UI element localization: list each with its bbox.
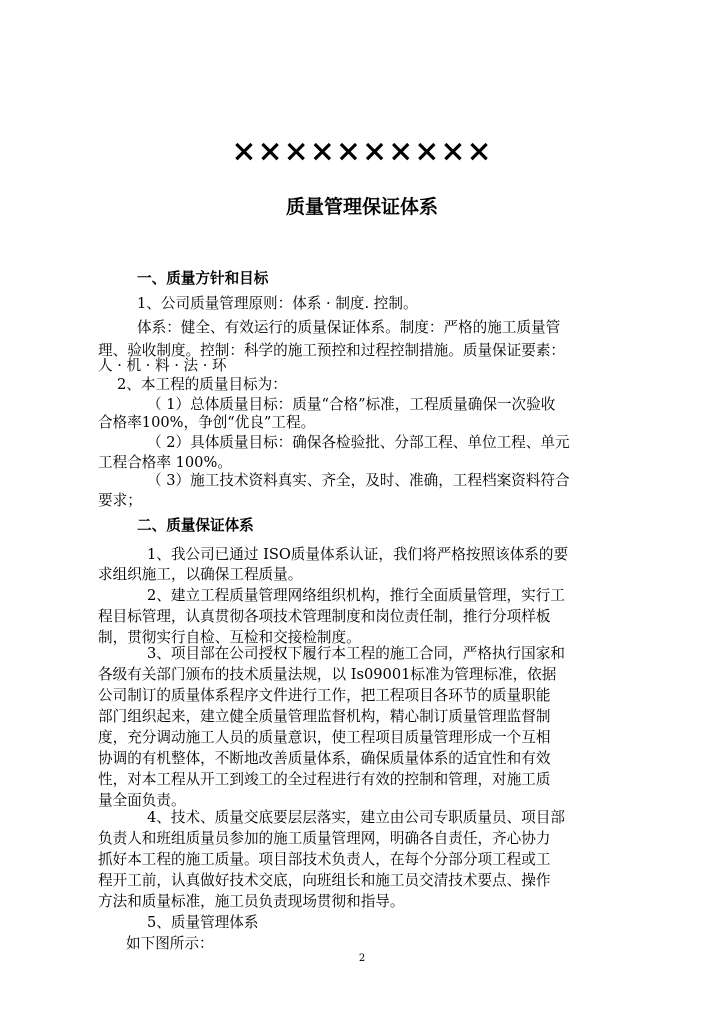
paragraph-line: 度，充分调动施工人员的质量意识，使工程项目质量管理形成一个互相 bbox=[98, 729, 551, 746]
paragraph-line: 程目标管理，认真贯彻各项技术管理制度和岗位责任制，推行分项样板 bbox=[98, 608, 551, 625]
paragraph-line: 工程合格率 100%。 bbox=[98, 454, 232, 471]
paragraph-line: 制，贯彻实行自检、互检和交接检制度。 bbox=[98, 629, 361, 646]
paragraph-line: 合格率100%，争创“优良”工程。 bbox=[98, 414, 316, 431]
paragraph-line: 求组织施工，以确保工程质量。 bbox=[98, 566, 303, 583]
paragraph-line: 抓好本工程的施工质量。项目部技术负责人，在每个分部分项工程或工 bbox=[98, 851, 551, 868]
paragraph-line: （ 3）施工技术资料真实、齐全，及时、准确，工程档案资料符合 bbox=[147, 472, 570, 489]
paragraph-line: 4、技术、质量交底要层层落实，建立由公司专职质量员、项目部 bbox=[147, 809, 565, 826]
paragraph-line: （ 2）具体质量目标：确保各检验批、分部工程、单位工程、单元 bbox=[147, 434, 570, 451]
paragraph-line: 公司制订的质量体系程序文件进行工作，把工程项目各环节的质量职能 bbox=[98, 687, 551, 704]
paragraph-line: 理、验收制度。控制：科学的施工预控和过程控制措施。质量保证要素： bbox=[98, 342, 566, 359]
paragraph-line: 3、项目部在公司授权下履行本工程的施工合同，严格执行国家和 bbox=[147, 645, 565, 662]
paragraph-line: 1、我公司已通过 ISO质量体系认证，我们将严格按照该体系的要 bbox=[147, 546, 569, 563]
paragraph-line: 要求； bbox=[98, 492, 142, 509]
paragraph-line: 各级有关部门颁布的技术质量法规，以 Is09001标准为管理标准，依据 bbox=[98, 666, 557, 683]
paragraph-line: 负责人和班组质量员参加的施工质量管理网，明确各自责任，齐心协力 bbox=[98, 830, 551, 847]
paragraph-line: 人 · 机 · 料 · 法 · 环 bbox=[98, 357, 227, 374]
document-subtitle: 质量管理保证体系 bbox=[285, 196, 438, 218]
paragraph-line: 2、本工程的质量目标为： bbox=[117, 376, 287, 393]
paragraph-line: （ 1）总体质量目标：质量“合格”标准，工程质量确保一次验收 bbox=[147, 396, 556, 413]
paragraph-line: 协调的有机整体，不断地改善质量体系，确保质量体系的适宜性和有效 bbox=[98, 750, 551, 767]
paragraph-line: 体系：健全、有效运行的质量保证体系。制度：严格的施工质量管 bbox=[137, 319, 561, 336]
paragraph-line: 部门组织起来，建立健全质量管理监督机构，精心制订质量管理监督制 bbox=[98, 708, 551, 725]
paragraph-line: 性，对本工程从开工到竣工的全过程进行有效的控制和管理，对施工质 bbox=[98, 771, 551, 788]
paragraph-line: 程开工前，认真做好技术交底，向班组长和施工员交清技术要点、操作 bbox=[98, 872, 551, 889]
paragraph-line: 1、公司质量管理原则：体系 · 制度. 控制。 bbox=[137, 295, 418, 312]
section2-heading: 二、质量保证体系 bbox=[137, 517, 254, 534]
paragraph-line: 量全面负责。 bbox=[98, 792, 186, 809]
paragraph-line: 2、建立工程质量管理网络组织机构，推行全面质量管理，实行工 bbox=[147, 587, 565, 604]
paragraph-line: 5、质量管理体系 bbox=[147, 914, 259, 931]
paragraph-line: 方法和质量标准，施工员负责现场贯彻和指导。 bbox=[98, 893, 405, 910]
paragraph-line: 如下图所示： bbox=[126, 935, 214, 952]
page-number: 2 bbox=[358, 953, 366, 964]
document-title: ×××××××××× bbox=[231, 134, 493, 169]
section1-heading: 一、质量方针和目标 bbox=[137, 270, 269, 287]
